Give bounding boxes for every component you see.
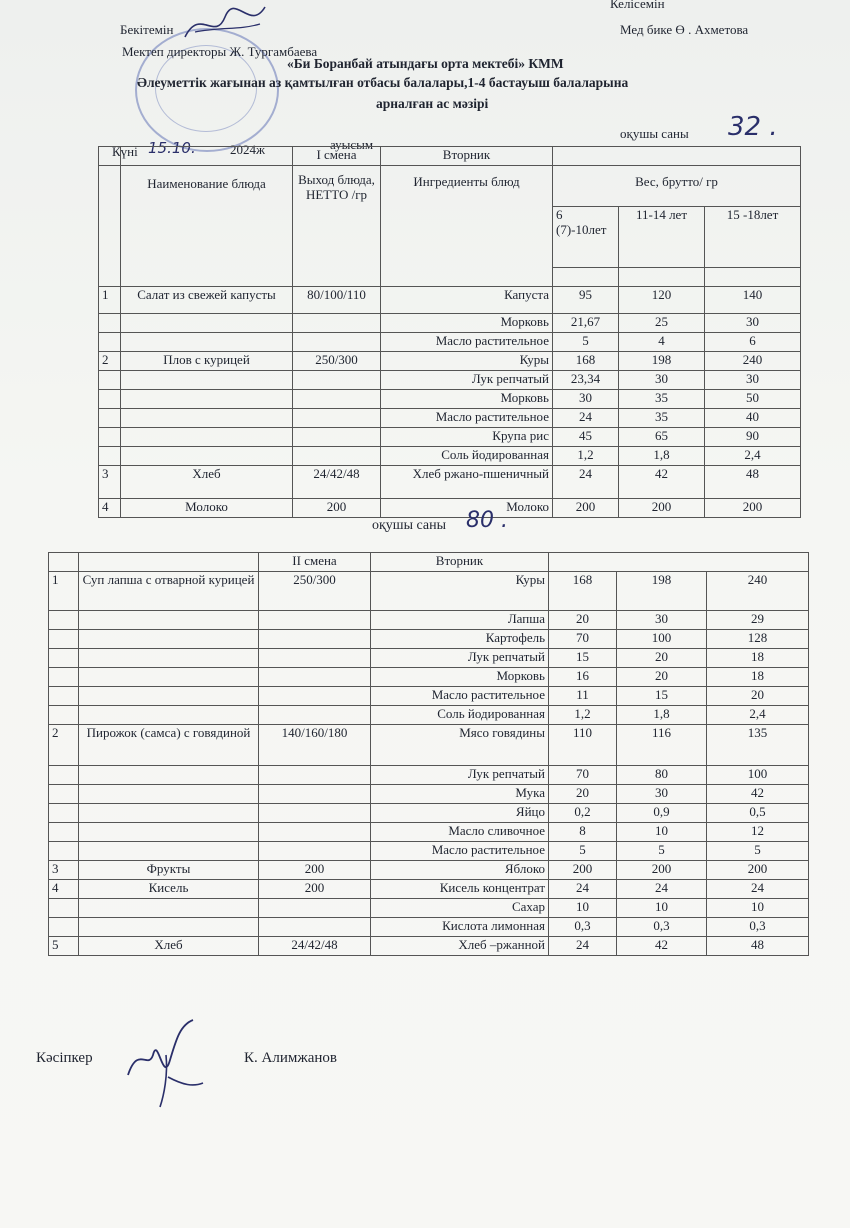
col-dish-header: Наименование блюда: [121, 166, 293, 287]
weight-age-group-3: 0,3: [707, 918, 809, 937]
row-number: [99, 314, 121, 333]
weight-age-group-3: 240: [705, 352, 801, 371]
weight-age-group-2: 10: [617, 823, 707, 842]
weight-age-group-2: 120: [619, 287, 705, 314]
weight-age-group-1: 16: [549, 668, 617, 687]
row-number: [49, 706, 79, 725]
dish-name: [79, 842, 259, 861]
shift-label: ауысым: [330, 137, 374, 152]
weight-age-group-1: 24: [553, 466, 619, 499]
row-number: 1: [99, 287, 121, 314]
shift1-day: Вторник: [381, 147, 553, 166]
dish-output: 200: [259, 861, 371, 880]
dish-output: [259, 687, 371, 706]
weight-age-group-1: 5: [549, 842, 617, 861]
weight-age-group-3: 5: [707, 842, 809, 861]
menu-table-shift1: [98, 146, 801, 518]
row-number: [99, 390, 121, 409]
weight-age-group-3: 18: [707, 649, 809, 668]
age-group-1: 6 (7)-10лет: [553, 207, 619, 268]
dish-output: 140/160/180: [259, 725, 371, 766]
weight-age-group-1: 24: [549, 880, 617, 899]
row-number: [49, 668, 79, 687]
dish-output: [293, 390, 381, 409]
row-number: 4: [49, 880, 79, 899]
col-weight-header: Вес, брутто/ гр: [553, 166, 801, 207]
ingredient-name: Масло сливочное: [371, 823, 549, 842]
row-number: 2: [99, 352, 121, 371]
weight-age-group-2: 30: [617, 611, 707, 630]
weight-age-group-2: 0,3: [617, 918, 707, 937]
weight-age-group-1: 8: [549, 823, 617, 842]
dish-name: [121, 390, 293, 409]
year: 2024ж: [230, 142, 265, 157]
shift2-day: Вторник: [371, 553, 549, 572]
weight-age-group-2: 198: [617, 572, 707, 611]
weight-age-group-2: 35: [619, 390, 705, 409]
row-number: [99, 409, 121, 428]
ingredient-name: Лук репчатый: [381, 371, 553, 390]
col-ingredients-header: Ингредиенты блюд: [381, 166, 553, 287]
weight-age-group-1: 70: [549, 766, 617, 785]
table-row: [49, 880, 809, 899]
ingredient-name: Крупа рис: [381, 428, 553, 447]
weight-age-group-3: 48: [707, 937, 809, 956]
row-number: [49, 785, 79, 804]
dish-name: [121, 409, 293, 428]
dish-name: [79, 823, 259, 842]
dish-output: [293, 314, 381, 333]
row-number: 3: [49, 861, 79, 880]
weight-age-group-1: 0,2: [549, 804, 617, 823]
weight-age-group-1: 70: [549, 630, 617, 649]
director-name: Мектеп директоры Ж. Тургамбаева: [122, 44, 318, 59]
dish-name: [121, 428, 293, 447]
age-group-2: 11-14 лет: [619, 207, 705, 268]
ingredient-name: Капуста: [381, 287, 553, 314]
ingredient-name: Яблоко: [371, 861, 549, 880]
weight-age-group-1: 1,2: [553, 447, 619, 466]
dish-name: [79, 668, 259, 687]
ingredient-name: Молоко: [381, 499, 553, 518]
dish-name: Салат из свежей капусты: [121, 287, 293, 314]
table-row: [49, 630, 809, 649]
table-row: [49, 823, 809, 842]
dish-name: [79, 899, 259, 918]
weight-age-group-1: 20: [549, 611, 617, 630]
dish-name: [79, 785, 259, 804]
table-row: [99, 409, 801, 428]
weight-age-group-2: 30: [619, 371, 705, 390]
table-row: [49, 842, 809, 861]
dish-output: 80/100/110: [293, 287, 381, 314]
shift2-label: II смена: [259, 553, 371, 572]
weight-age-group-1: 1,2: [549, 706, 617, 725]
weight-age-group-2: 15: [617, 687, 707, 706]
weight-age-group-2: 65: [619, 428, 705, 447]
row-number: [99, 447, 121, 466]
table-row: [99, 466, 801, 499]
dish-name: [121, 447, 293, 466]
dish-name: [79, 918, 259, 937]
weight-age-group-3: 30: [705, 371, 801, 390]
entrepreneur-name: К. Алимжанов: [244, 1050, 337, 1066]
ingredient-name: Куры: [381, 352, 553, 371]
dish-name: Пирожок (самса) с говядиной: [79, 725, 259, 766]
table-row: [99, 371, 801, 390]
weight-age-group-1: 21,67: [553, 314, 619, 333]
dish-output: 200: [293, 499, 381, 518]
ingredient-name: Масло растительное: [381, 409, 553, 428]
row-number: [49, 766, 79, 785]
weight-age-group-2: 30: [617, 785, 707, 804]
weight-age-group-1: 95: [553, 287, 619, 314]
ingredient-name: Масло растительное: [371, 842, 549, 861]
dish-output: 200: [259, 880, 371, 899]
table-row: [99, 447, 801, 466]
weight-age-group-3: 200: [705, 499, 801, 518]
dish-output: [259, 823, 371, 842]
table-row: [49, 804, 809, 823]
table-row: [99, 390, 801, 409]
table-row: [99, 428, 801, 447]
row-number: [99, 333, 121, 352]
ingredient-name: Яйцо: [371, 804, 549, 823]
weight-age-group-1: 30: [553, 390, 619, 409]
row-number: [49, 842, 79, 861]
ingredient-name: Лапша: [371, 611, 549, 630]
weight-age-group-3: 12: [707, 823, 809, 842]
weight-age-group-3: 20: [707, 687, 809, 706]
entrepreneur-label: Кәсіпкер: [36, 1050, 93, 1066]
weight-age-group-3: 40: [705, 409, 801, 428]
table-row: [49, 918, 809, 937]
weight-age-group-2: 200: [617, 861, 707, 880]
dish-output: 250/300: [259, 572, 371, 611]
ingredient-name: Картофель: [371, 630, 549, 649]
weight-age-group-2: 42: [619, 466, 705, 499]
dish-name: [79, 630, 259, 649]
ingredient-name: Масло растительное: [381, 333, 553, 352]
dish-output: [259, 766, 371, 785]
dish-output: [259, 668, 371, 687]
dish-name: [79, 611, 259, 630]
dish-name: [79, 804, 259, 823]
table-row: [49, 706, 809, 725]
weight-age-group-1: 20: [549, 785, 617, 804]
students-count-1: 32 .: [728, 112, 778, 142]
dish-output: [259, 804, 371, 823]
dish-output: [259, 785, 371, 804]
weight-age-group-2: 1,8: [617, 706, 707, 725]
students-count-2: 80 .: [466, 508, 508, 533]
row-number: [49, 649, 79, 668]
dish-name: Хлеб: [121, 466, 293, 499]
approved-label: Бекітемін: [120, 22, 174, 37]
table-row: [99, 352, 801, 371]
table-row: [99, 314, 801, 333]
weight-age-group-1: 110: [549, 725, 617, 766]
row-number: [49, 823, 79, 842]
students-label-2: оқушы саны: [372, 518, 446, 533]
weight-age-group-3: 2,4: [705, 447, 801, 466]
weight-age-group-1: 5: [553, 333, 619, 352]
dish-name: [79, 706, 259, 725]
weight-age-group-2: 25: [619, 314, 705, 333]
dish-name: [79, 687, 259, 706]
school-name: «Би Боранбай атындағы орта мектебі» КММ: [287, 56, 564, 71]
dish-name: Хлеб: [79, 937, 259, 956]
weight-age-group-2: 5: [617, 842, 707, 861]
ingredient-name: Хлеб ржано-пшеничный: [381, 466, 553, 499]
weight-age-group-2: 4: [619, 333, 705, 352]
row-number: [99, 428, 121, 447]
row-number: [49, 687, 79, 706]
weight-age-group-3: 10: [707, 899, 809, 918]
ingredient-name: Мясо говядины: [371, 725, 549, 766]
date-value: 15.10.: [148, 139, 196, 157]
weight-age-group-1: 15: [549, 649, 617, 668]
nurse-name: Мед бике Ө . Ахметова: [620, 22, 749, 37]
weight-age-group-3: 240: [707, 572, 809, 611]
col-output-header: Выход блюда, НЕТТО /гр: [293, 166, 381, 287]
dish-output: [259, 706, 371, 725]
weight-age-group-2: 20: [617, 668, 707, 687]
weight-age-group-1: 10: [549, 899, 617, 918]
dish-name: [121, 314, 293, 333]
weight-age-group-1: 24: [549, 937, 617, 956]
weight-age-group-2: 1,8: [619, 447, 705, 466]
weight-age-group-1: 200: [549, 861, 617, 880]
weight-age-group-1: 24: [553, 409, 619, 428]
table-row: [49, 937, 809, 956]
weight-age-group-2: 198: [619, 352, 705, 371]
dish-output: 24/42/48: [259, 937, 371, 956]
table-row: [49, 899, 809, 918]
weight-age-group-2: 35: [619, 409, 705, 428]
dish-name: Суп лапша с отварной курицей: [79, 572, 259, 611]
weight-age-group-2: 24: [617, 880, 707, 899]
weight-age-group-2: 20: [617, 649, 707, 668]
table-row: [49, 687, 809, 706]
weight-age-group-3: 18: [707, 668, 809, 687]
weight-age-group-1: 200: [553, 499, 619, 518]
table-row: [49, 572, 809, 611]
dish-name: [121, 333, 293, 352]
weight-age-group-3: 24: [707, 880, 809, 899]
dish-output: [259, 649, 371, 668]
table-row: [49, 861, 809, 880]
row-number: 5: [49, 937, 79, 956]
ingredient-name: Куры: [371, 572, 549, 611]
age-group-3: 15 -18лет: [705, 207, 801, 268]
weight-age-group-3: 135: [707, 725, 809, 766]
weight-age-group-2: 100: [617, 630, 707, 649]
row-number: 2: [49, 725, 79, 766]
weight-age-group-3: 90: [705, 428, 801, 447]
weight-age-group-3: 200: [707, 861, 809, 880]
weight-age-group-3: 140: [705, 287, 801, 314]
weight-age-group-3: 48: [705, 466, 801, 499]
director-signature-icon: [180, 2, 270, 47]
students-label-1: оқушы саны: [620, 126, 689, 141]
table-row: [49, 668, 809, 687]
ingredient-name: Сахар: [371, 899, 549, 918]
weight-age-group-3: 50: [705, 390, 801, 409]
weight-age-group-3: 42: [707, 785, 809, 804]
ingredient-name: Морковь: [371, 668, 549, 687]
dish-output: [293, 447, 381, 466]
weight-age-group-1: 23,34: [553, 371, 619, 390]
row-number: 1: [49, 572, 79, 611]
dish-name: Молоко: [121, 499, 293, 518]
weight-age-group-1: 45: [553, 428, 619, 447]
weight-age-group-2: 42: [617, 937, 707, 956]
row-number: 4: [99, 499, 121, 518]
weight-age-group-1: 0,3: [549, 918, 617, 937]
weight-age-group-3: 2,4: [707, 706, 809, 725]
ingredient-name: Соль йодированная: [371, 706, 549, 725]
weight-age-group-2: 116: [617, 725, 707, 766]
ingredient-name: Лук репчатый: [371, 649, 549, 668]
menu-title-line1: Әлеуметтік жағынан аз қамтылған отбасы балалары,1-4 бастауыш балаларына: [137, 75, 629, 90]
dish-output: [259, 899, 371, 918]
weight-age-group-3: 6: [705, 333, 801, 352]
ingredient-name: Морковь: [381, 314, 553, 333]
row-number: [49, 611, 79, 630]
ingredient-name: Мука: [371, 785, 549, 804]
row-number: [49, 918, 79, 937]
dish-name: Кисель: [79, 880, 259, 899]
table-row: [49, 766, 809, 785]
weight-age-group-3: 29: [707, 611, 809, 630]
weight-age-group-3: 0,5: [707, 804, 809, 823]
menu-title-line2: арналған ас мәзірі: [376, 96, 489, 111]
dish-output: [293, 409, 381, 428]
ingredient-name: Хлеб –ржанной: [371, 937, 549, 956]
table-row: [99, 499, 801, 518]
table-row: [49, 725, 809, 766]
dish-output: [293, 333, 381, 352]
dish-output: [293, 428, 381, 447]
ingredient-name: Лук репчатый: [371, 766, 549, 785]
table-row: [49, 785, 809, 804]
shift1-label: I смена: [293, 147, 381, 166]
date-label: Күні: [112, 144, 138, 159]
ingredient-name: Масло растительное: [371, 687, 549, 706]
weight-age-group-2: 200: [619, 499, 705, 518]
ingredient-name: Кислота лимонная: [371, 918, 549, 937]
dish-output: [293, 371, 381, 390]
dish-output: [259, 842, 371, 861]
dish-name: [79, 766, 259, 785]
dish-output: 250/300: [293, 352, 381, 371]
row-number: [49, 804, 79, 823]
weight-age-group-3: 128: [707, 630, 809, 649]
weight-age-group-2: 80: [617, 766, 707, 785]
row-number: 3: [99, 466, 121, 499]
table-row: [49, 649, 809, 668]
agreed-label: Келісемін: [610, 0, 665, 11]
menu-table-shift2: [48, 552, 809, 956]
ingredient-name: Соль йодированная: [381, 447, 553, 466]
weight-age-group-1: 11: [549, 687, 617, 706]
dish-output: [259, 918, 371, 937]
ingredient-name: Морковь: [381, 390, 553, 409]
row-number: [49, 630, 79, 649]
weight-age-group-3: 100: [707, 766, 809, 785]
row-number: [49, 899, 79, 918]
dish-name: Фрукты: [79, 861, 259, 880]
table-row: [49, 611, 809, 630]
dish-output: 24/42/48: [293, 466, 381, 499]
dish-name: Плов с курицей: [121, 352, 293, 371]
weight-age-group-2: 10: [617, 899, 707, 918]
table-row: [99, 287, 801, 314]
table-row: [99, 333, 801, 352]
dish-output: [259, 611, 371, 630]
dish-name: [121, 371, 293, 390]
dish-output: [259, 630, 371, 649]
weight-age-group-1: 168: [549, 572, 617, 611]
weight-age-group-2: 0,9: [617, 804, 707, 823]
weight-age-group-1: 168: [553, 352, 619, 371]
entrepreneur-signature-icon: [118, 1015, 208, 1110]
ingredient-name: Кисель концентрат: [371, 880, 549, 899]
dish-name: [79, 649, 259, 668]
row-number: [99, 371, 121, 390]
weight-age-group-3: 30: [705, 314, 801, 333]
